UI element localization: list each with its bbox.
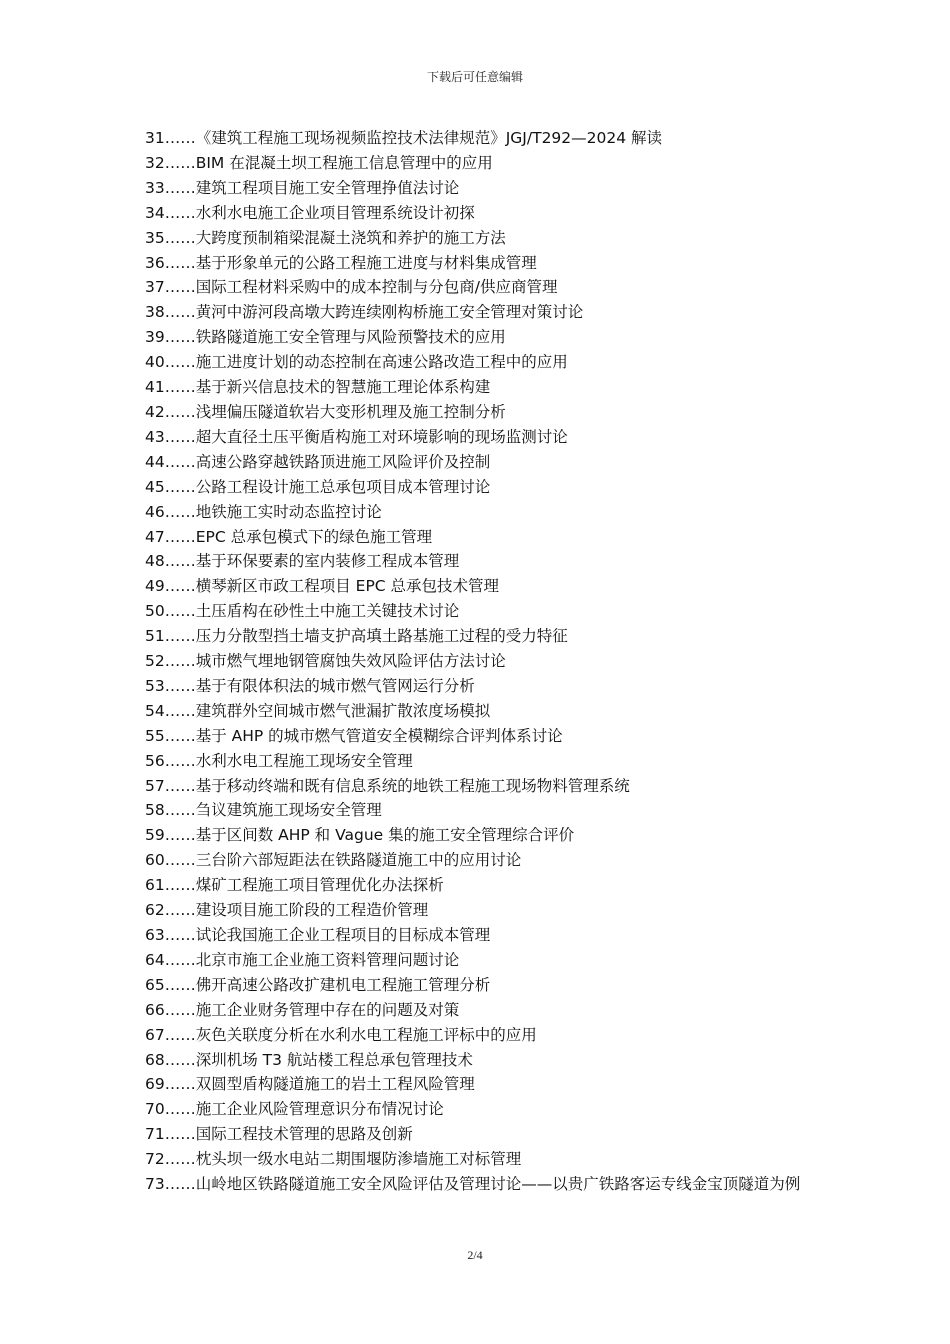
list-item: 53……基于有限体积法的城市燃气管网运行分析 xyxy=(145,676,475,695)
list-item: 44……高速公路穿越铁路顶进施工风险评价及控制 xyxy=(145,452,491,471)
list-item: 61……煤矿工程施工项目管理优化办法探析 xyxy=(145,876,444,895)
list-item: 40……施工进度计划的动态控制在高速公路改造工程中的应用 xyxy=(145,353,568,372)
list-item: 34……水利水电施工企业项目管理系统设计初探 xyxy=(145,203,475,222)
list-item: 41……基于新兴信息技术的智慧施工理论体系构建 xyxy=(145,378,491,397)
list-item: 37……国际工程材料采购中的成本控制与分包商/供应商管理 xyxy=(145,278,558,297)
list-item: 35……大跨度预制箱梁混凝土浇筑和养护的施工方法 xyxy=(145,228,506,247)
list-item: 59……基于区间数 AHP 和 Vague 集的施工安全管理综合评价 xyxy=(145,826,575,845)
list-item: 42……浅埋偏压隧道软岩大变形机理及施工控制分析 xyxy=(145,402,506,421)
list-item: 51……压力分散型挡土墙支护高填土路基施工过程的受力特征 xyxy=(145,627,568,646)
list-item: 69……双圆型盾构隧道施工的岩土工程风险管理 xyxy=(145,1075,475,1094)
list-item: 39……铁路隧道施工安全管理与风险预警技术的应用 xyxy=(145,328,506,347)
list-item: 67……灰色关联度分析在水利水电工程施工评标中的应用 xyxy=(145,1025,537,1044)
list-item: 63……试论我国施工企业工程项目的目标成本管理 xyxy=(145,926,491,944)
list-item: 47……EPC 总承包模式下的绿色施工管理 xyxy=(145,527,433,546)
list-item: 64……北京市施工企业施工资料管理问题讨论 xyxy=(145,950,460,969)
list-item: 52……城市燃气埋地钢管腐蚀失效风险评估方法讨论 xyxy=(145,652,506,671)
list-item: 31……《建筑工程施工现场视频监控技术法律规范》JGJ/T292—2024 解读 xyxy=(145,129,663,147)
list-item: 32……BIM 在混凝土坝工程施工信息管理中的应用 xyxy=(145,153,493,172)
reference-list xyxy=(145,126,817,1197)
list-item: 33……建筑工程项目施工安全管理挣值法讨论 xyxy=(145,178,460,197)
list-item: 70……施工企业风险管理意识分布情况讨论 xyxy=(145,1100,444,1119)
list-item: 66……施工企业财务管理中存在的问题及对策 xyxy=(145,1000,460,1019)
list-item: 36……基于形象单元的公路工程施工进度与材料集成管理 xyxy=(145,253,537,272)
list-item: 54……建筑群外空间城市燃气泄漏扩散浓度场模拟 xyxy=(145,701,491,720)
list-item: 57……基于移动终端和既有信息系统的地铁工程施工现场物料管理系统 xyxy=(145,776,630,795)
list-item: 60……三台阶六部短距法在铁路隧道施工中的应用讨论 xyxy=(145,851,522,870)
list-item: 68……深圳机场 T3 航站楼工程总承包管理技术 xyxy=(145,1050,473,1069)
list-item: 58……刍议建筑施工现场安全管理 xyxy=(145,801,382,820)
list-item: 43……超大直径土压平衡盾构施工对环境影响的现场监测讨论 xyxy=(145,427,568,446)
list-item: 71……国际工程技术管理的思路及创新 xyxy=(145,1125,413,1144)
list-item: 62……建设项目施工阶段的工程造价管理 xyxy=(145,901,429,920)
list-item: 49……横琴新区市政工程项目 EPC 总承包技术管理 xyxy=(145,577,500,596)
list-item: 65……佛开高速公路改扩建机电工程施工管理分析 xyxy=(145,975,491,994)
list-item: 73……山岭地区铁路隧道施工安全风险评估及管理讨论——以贵广铁路客运专线金宝顶隧道为例 xyxy=(145,1175,801,1194)
list-item: 38……黄河中游河段高墩大跨连续刚构桥施工安全管理对策讨论 xyxy=(145,303,584,322)
list-item: 55……基于 AHP 的城市燃气管道安全模糊综合评判体系讨论 xyxy=(145,726,563,745)
list-item: 45……公路工程设计施工总承包项目成本管理讨论 xyxy=(145,477,491,496)
page-header: 下载后可任意编辑 xyxy=(426,70,523,84)
list-item: 46……地铁施工实时动态监控讨论 xyxy=(145,502,382,521)
page-number: 2/4 xyxy=(467,1248,483,1262)
list-item: 72……枕头坝一级水电站二期围堰防渗墙施工对标管理 xyxy=(145,1150,522,1169)
list-item: 50……土压盾构在砂性土中施工关键技术讨论 xyxy=(145,602,460,621)
list-item: 56……水利水电工程施工现场安全管理 xyxy=(145,751,413,770)
list-item: 48……基于环保要素的室内装修工程成本管理 xyxy=(145,552,460,571)
